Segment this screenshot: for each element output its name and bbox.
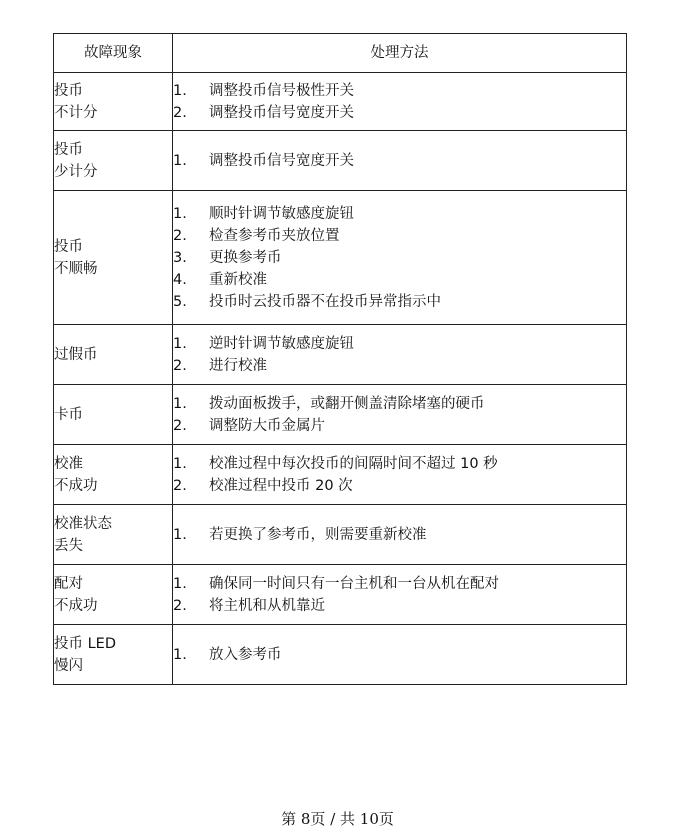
solution-step — [173, 475, 626, 497]
table-body — [54, 73, 627, 685]
step-number: 2. — [173, 227, 187, 244]
symptom-text: 卡币 — [54, 406, 83, 423]
step-text: 调整投币信号极性开关 — [209, 82, 354, 99]
solution-step — [173, 269, 626, 291]
step-number: 1. — [173, 526, 187, 543]
symptom-text: 不成功 — [54, 597, 98, 614]
symptom-cell — [54, 325, 173, 385]
step-text: 放入参考币 — [209, 646, 282, 663]
solution-step — [173, 415, 626, 437]
solution-step — [173, 393, 626, 415]
symptom-cell — [54, 385, 173, 445]
solution-cell — [173, 73, 627, 131]
solution-step — [173, 595, 626, 617]
solution-cell — [173, 191, 627, 325]
solution-cell — [173, 385, 627, 445]
table-row — [54, 445, 627, 505]
solution-step — [173, 453, 626, 475]
step-number: 5. — [173, 293, 187, 310]
step-text: 确保同一时间只有一台主机和一台从机在配对 — [209, 575, 499, 592]
header-solution: 处理方法 — [173, 34, 627, 73]
table-row — [54, 191, 627, 325]
solution-cell — [173, 131, 627, 191]
symptom-text: 校准状态 — [54, 515, 112, 532]
table-row — [54, 73, 627, 131]
solution-step — [173, 291, 626, 313]
step-number: 4. — [173, 271, 187, 288]
step-text: 将主机和从机靠近 — [209, 597, 325, 614]
symptom-text: 投币 — [54, 238, 83, 255]
solution-step — [173, 203, 626, 225]
step-text: 拨动面板拨手，或翻开侧盖清除堵塞的硬币 — [209, 395, 485, 412]
step-number: 2. — [173, 477, 187, 494]
symptom-text: 少计分 — [54, 163, 98, 180]
step-number: 3. — [173, 249, 187, 266]
step-number: 2. — [173, 417, 187, 434]
step-text: 投币时云投币器不在投币异常指示中 — [209, 293, 441, 310]
symptom-text: 投币 — [54, 82, 83, 99]
symptom-text: 慢闪 — [54, 657, 83, 674]
step-number: 2. — [173, 597, 187, 614]
solution-cell — [173, 445, 627, 505]
step-number: 2. — [173, 104, 187, 121]
symptom-text: 校准 — [54, 455, 83, 472]
symptom-cell — [54, 131, 173, 191]
step-text: 校准过程中每次投币的间隔时间不超过 10 秒 — [209, 455, 498, 472]
symptom-cell — [54, 191, 173, 325]
symptom-cell — [54, 565, 173, 625]
step-number: 1. — [173, 395, 187, 412]
solution-step — [173, 644, 626, 666]
table-row — [54, 625, 627, 685]
table-row — [54, 565, 627, 625]
symptom-text: 丢失 — [54, 537, 83, 554]
step-text: 检查参考币夹放位置 — [209, 227, 340, 244]
step-text: 调整投币信号宽度开关 — [209, 104, 354, 121]
solution-cell — [173, 625, 627, 685]
step-text: 逆时针调节敏感度旋钮 — [209, 335, 354, 352]
solution-cell — [173, 505, 627, 565]
step-number: 1. — [173, 205, 187, 222]
table-row — [54, 131, 627, 191]
solution-step — [173, 102, 626, 124]
header-symptom: 故障现象 — [54, 34, 173, 73]
step-number: 1. — [173, 82, 187, 99]
symptom-text: 投币 LED — [54, 635, 117, 652]
step-text: 校准过程中投币 20 次 — [209, 477, 353, 494]
step-text: 更换参考币 — [209, 249, 282, 266]
symptom-cell — [54, 505, 173, 565]
table-row — [54, 325, 627, 385]
step-number: 2. — [173, 357, 187, 374]
symptom-text: 不顺畅 — [54, 260, 98, 277]
step-text: 调整防大币金属片 — [209, 417, 325, 434]
solution-step — [173, 524, 626, 546]
step-text: 进行校准 — [209, 357, 267, 374]
step-text: 若更换了参考币，则需要重新校准 — [209, 526, 427, 543]
troubleshooting-table — [53, 33, 627, 685]
symptom-cell — [54, 445, 173, 505]
step-number: 1. — [173, 575, 187, 592]
solution-cell — [173, 565, 627, 625]
symptom-text: 过假币 — [54, 346, 98, 363]
page-footer: 第 8页 / 共 10页 — [281, 810, 394, 828]
solution-cell — [173, 325, 627, 385]
symptom-cell — [54, 625, 173, 685]
solution-step — [173, 573, 626, 595]
symptom-text: 投币 — [54, 141, 83, 158]
step-text: 重新校准 — [209, 271, 267, 288]
solution-step — [173, 355, 626, 377]
symptom-text: 不计分 — [54, 104, 98, 121]
step-number: 1. — [173, 455, 187, 472]
step-number: 1. — [173, 646, 187, 663]
table-row — [54, 385, 627, 445]
solution-step — [173, 247, 626, 269]
step-number: 1. — [173, 152, 187, 169]
symptom-text: 不成功 — [54, 477, 98, 494]
solution-step — [173, 225, 626, 247]
symptom-cell — [54, 73, 173, 131]
symptom-text: 配对 — [54, 575, 83, 592]
solution-step — [173, 80, 626, 102]
solution-step — [173, 150, 626, 172]
table-row — [54, 505, 627, 565]
solution-step — [173, 333, 626, 355]
step-text: 顺时针调节敏感度旋钮 — [209, 205, 354, 222]
step-number: 1. — [173, 335, 187, 352]
table-header-row — [54, 34, 627, 73]
step-text: 调整投币信号宽度开关 — [209, 152, 354, 169]
